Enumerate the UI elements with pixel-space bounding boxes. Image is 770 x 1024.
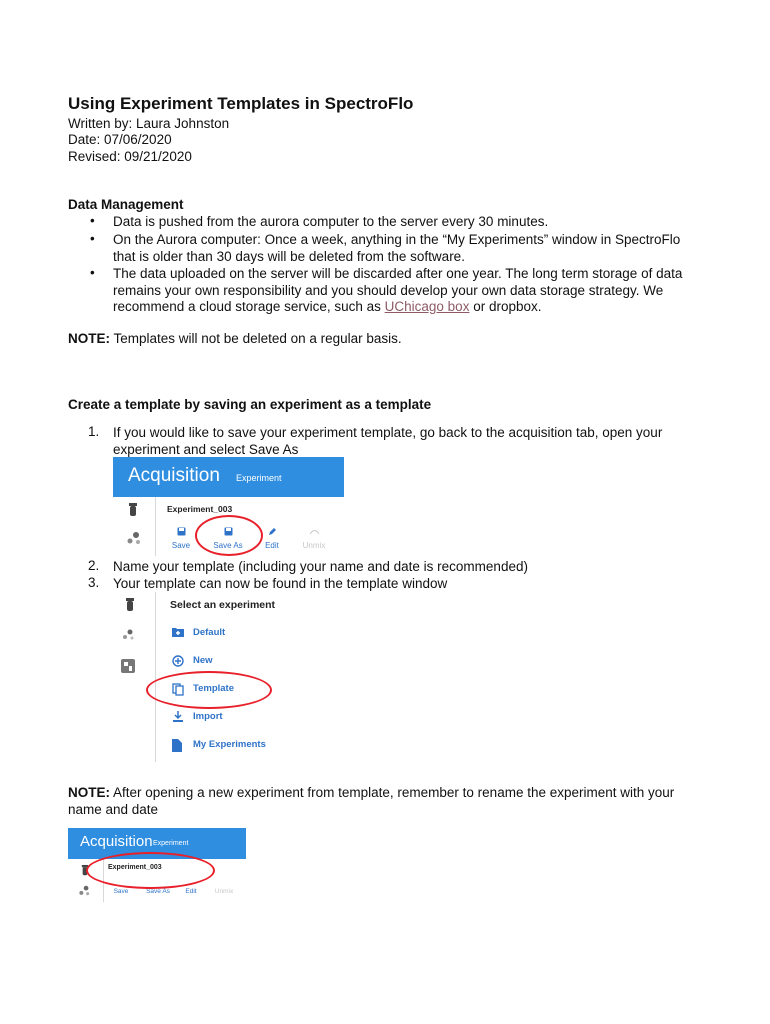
tube-icon[interactable] [128,503,138,517]
tube-icon[interactable] [125,598,135,612]
note-label: NOTE: [68,785,110,800]
step-number: 2. [88,558,100,573]
download-icon [172,711,184,722]
bullet-glyph: • [90,265,95,280]
date-line: Date: 07/06/2020 [68,132,172,147]
menu-item-template[interactable]: Template [193,683,235,694]
document-icon [172,739,182,752]
save-label: Save [113,888,129,895]
step-3-text: Your template can now be found in the template window [113,576,448,591]
rail-divider [155,592,156,762]
experiment-subtitle: Experiment [236,473,282,483]
data-management-heading: Data Management [68,197,184,212]
step-2-text: Name your template (including your name and date is recommended) [113,559,528,574]
edit-button[interactable] [260,523,284,550]
menu-item-import[interactable]: Import [193,711,223,722]
note-rename-line-1 [68,784,674,801]
save-as-label: Save As [213,541,243,550]
pencil-icon [268,527,277,536]
uchicago-box-link[interactable]: UChicago box [384,299,470,314]
dots-icon[interactable] [121,628,135,640]
unmix-label: Unmix [214,888,234,895]
bullet-storage-1: The data uploaded on the server will be discarded after one year. The long term storage of data [113,266,683,281]
experiment-name[interactable]: Experiment_003 [108,864,162,871]
select-experiment-heading: Select an experiment [170,599,276,611]
create-template-heading: Create a template by saving an experiment as a template [68,397,432,412]
experiment-name-highlight [86,852,215,889]
edit-label: Edit [265,541,279,550]
author-line: Written by: Laura Johnston [68,116,230,131]
unmix-button [299,523,329,550]
menu-item-default[interactable]: Default [193,627,226,638]
step-1-line-2: experiment and select Save As [113,442,299,457]
bullet-storage-3 [113,298,541,315]
bullet-push-schedule: Data is pushed from the aurora computer to the server every 30 minutes. [113,214,549,229]
side-rail [113,497,156,556]
edit-label: Edit [185,888,197,895]
dots-icon[interactable] [78,885,91,896]
storage-text-post: or dropbox. [469,299,542,314]
dots-icon[interactable] [126,531,142,545]
bullet-storage-2: remains your own responsibility and you should develop your own data storage strategy. We [113,283,664,298]
document-title: Using Experiment Templates in SpectroFlo [68,94,414,113]
menu-item-new[interactable]: New [193,655,213,666]
bullet-weekly-delete-2: that is older than 30 days will be deleted from the software. [113,249,465,264]
note-label: NOTE: [68,331,110,346]
save-icon [177,527,186,536]
unmix-label: Unmix [302,541,326,550]
acquisition-title: Acquisition [128,465,220,486]
unmix-button [211,881,237,895]
plus-circle-icon [172,655,184,667]
storage-text-pre: recommend a cloud storage service, such as [113,299,385,314]
acquisition-header [113,457,344,497]
bullet-weekly-delete-1: On the Aurora computer: Once a week, anything in the “My Experiments” window in SpectroFlo [113,232,681,247]
revised-line: Revised: 09/21/2020 [68,149,192,164]
experiment-name[interactable]: Experiment_003 [167,504,233,514]
acquisition-title: Acquisition [80,833,153,850]
step-number: 1. [88,424,100,439]
unmix-icon [310,527,319,536]
analysis-icon[interactable] [120,658,136,674]
note-rename-line-2: name and date [68,802,159,817]
bullet-glyph: • [90,231,95,246]
template-highlight [146,671,272,709]
save-label: Save [171,541,191,550]
experiment-subtitle: Experiment [153,840,189,847]
note-templates [68,330,402,347]
note-text: After opening a new experiment from template, remember to rename the experiment with your [110,785,675,800]
step-1-line-1: If you would like to save your experiment template, go back to the acquisition tab, open your [113,425,663,440]
save-as-label: Save As [146,888,170,895]
note-text: Templates will not be deleted on a regular basis. [110,331,402,346]
save-as-highlight [195,515,263,556]
bullet-glyph: • [90,213,95,228]
step-number: 3. [88,575,100,590]
save-button[interactable] [168,523,194,550]
menu-item-my-experiments[interactable]: My Experiments [193,739,266,750]
folder-add-icon [172,627,184,637]
